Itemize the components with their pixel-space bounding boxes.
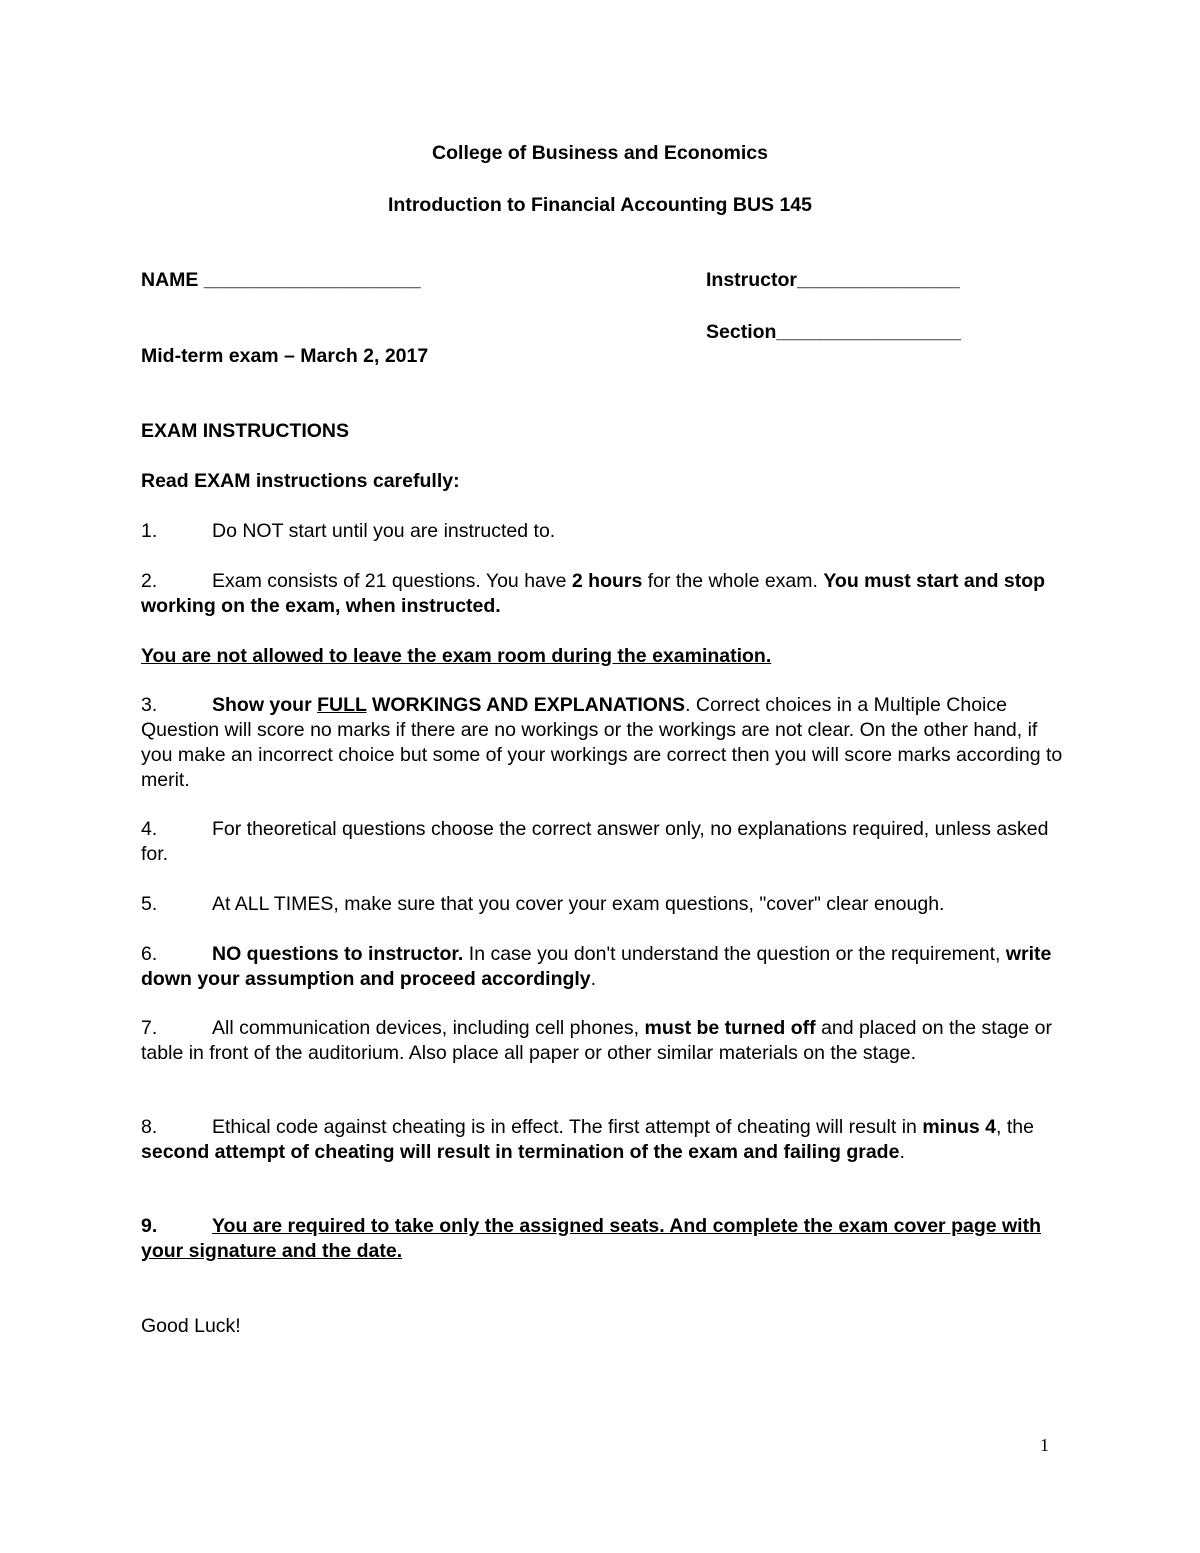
item-text: . Correct choices in a Multiple Choice Question will score no marks if there are no workings or the workings are not clear. On the other hand, if you make an incorrect choice but some of your workings are correct then you will score marks according to merit.: [141, 694, 1063, 791]
item-text: In case you don't understand the question or the requirement,: [463, 943, 1006, 965]
instructions-intro: Read EXAM instructions carefully:: [141, 470, 460, 492]
item-text: and placed on the stage or table in front of the auditorium. Also place all paper or other similar materials on the stage.: [141, 1017, 1052, 1064]
item-number: 5.: [141, 893, 158, 915]
item-number: 1.: [141, 520, 158, 542]
item-text: Exam consists of 21 questions. You have: [212, 570, 572, 592]
instructions-heading: EXAM INSTRUCTIONS: [141, 420, 350, 442]
page-number: 1: [1040, 1435, 1049, 1455]
item-emphasis: minus 4: [922, 1116, 997, 1138]
instruction-item-8: [141, 1115, 1071, 1165]
item-text: At ALL TIMES, make sure that you cover your exam questions, "cover" clear enough.: [212, 893, 945, 915]
item-emphasis: Show your: [212, 694, 318, 716]
item-number: 7.: [141, 1017, 158, 1039]
section-field-label: Section_________________: [706, 321, 961, 343]
college-title: College of Business and Economics: [432, 142, 768, 164]
item-emphasis: must be turned off: [644, 1017, 816, 1039]
item-text: for the whole exam.: [642, 570, 824, 592]
item-number: 2.: [141, 570, 158, 592]
name-field-label: NAME ____________________: [141, 269, 421, 291]
item-text: Do NOT start until you are instructed to.: [212, 520, 556, 542]
item-emphasis: WORKINGS AND EXPLANATIONS: [366, 694, 686, 716]
instruction-item-1: [141, 519, 1071, 544]
instruction-item-4: [141, 817, 1071, 867]
item-emphasis: NO questions to instructor.: [212, 943, 464, 965]
item-text: .: [899, 1141, 905, 1163]
item-number: 8.: [141, 1116, 158, 1138]
item-text: Ethical code against cheating is in effect. The first attempt of cheating will result in: [212, 1116, 923, 1138]
item-text: All communication devices, including cell phones,: [212, 1017, 645, 1039]
item-number: 4.: [141, 818, 158, 840]
instruction-item-9: [141, 1214, 1071, 1264]
item-emphasis: second attempt of cheating will result in termination of the exam and failing grade: [141, 1141, 900, 1163]
item-emphasis-underlined: FULL: [317, 694, 367, 716]
item-emphasis: write down your assumption and proceed accordingly: [141, 943, 1052, 990]
instruction-item-5: [141, 892, 1071, 917]
instruction-item-3: [141, 693, 1071, 793]
instruction-item-2: [141, 569, 1071, 619]
leave-room-notice: You are not allowed to leave the exam room during the examination.: [141, 645, 772, 667]
item-emphasis: 2 hours: [571, 570, 643, 592]
item-text: .: [590, 968, 597, 990]
item-emphasis-underlined: You are required to take only the assigned seats. And complete the exam cover page with your signature and the date.: [141, 1215, 1041, 1262]
course-title: Introduction to Financial Accounting BUS 145: [388, 194, 812, 216]
item-number: 9.: [141, 1215, 158, 1237]
item-number: 3.: [141, 694, 158, 716]
item-text: , the: [996, 1116, 1034, 1138]
item-number: 6.: [141, 943, 158, 965]
exam-title: Mid-term exam – March 2, 2017: [141, 345, 429, 367]
instruction-item-6: [141, 942, 1071, 992]
instructor-field-label: Instructor_______________: [706, 269, 960, 291]
closing-text: Good Luck!: [141, 1315, 241, 1337]
item-emphasis: You must start and stop working on the exam, when instructed.: [141, 570, 1046, 617]
item-text: For theoretical questions choose the correct answer only, no explanations required, unless asked for.: [141, 818, 1049, 865]
instruction-item-7: [141, 1016, 1071, 1066]
